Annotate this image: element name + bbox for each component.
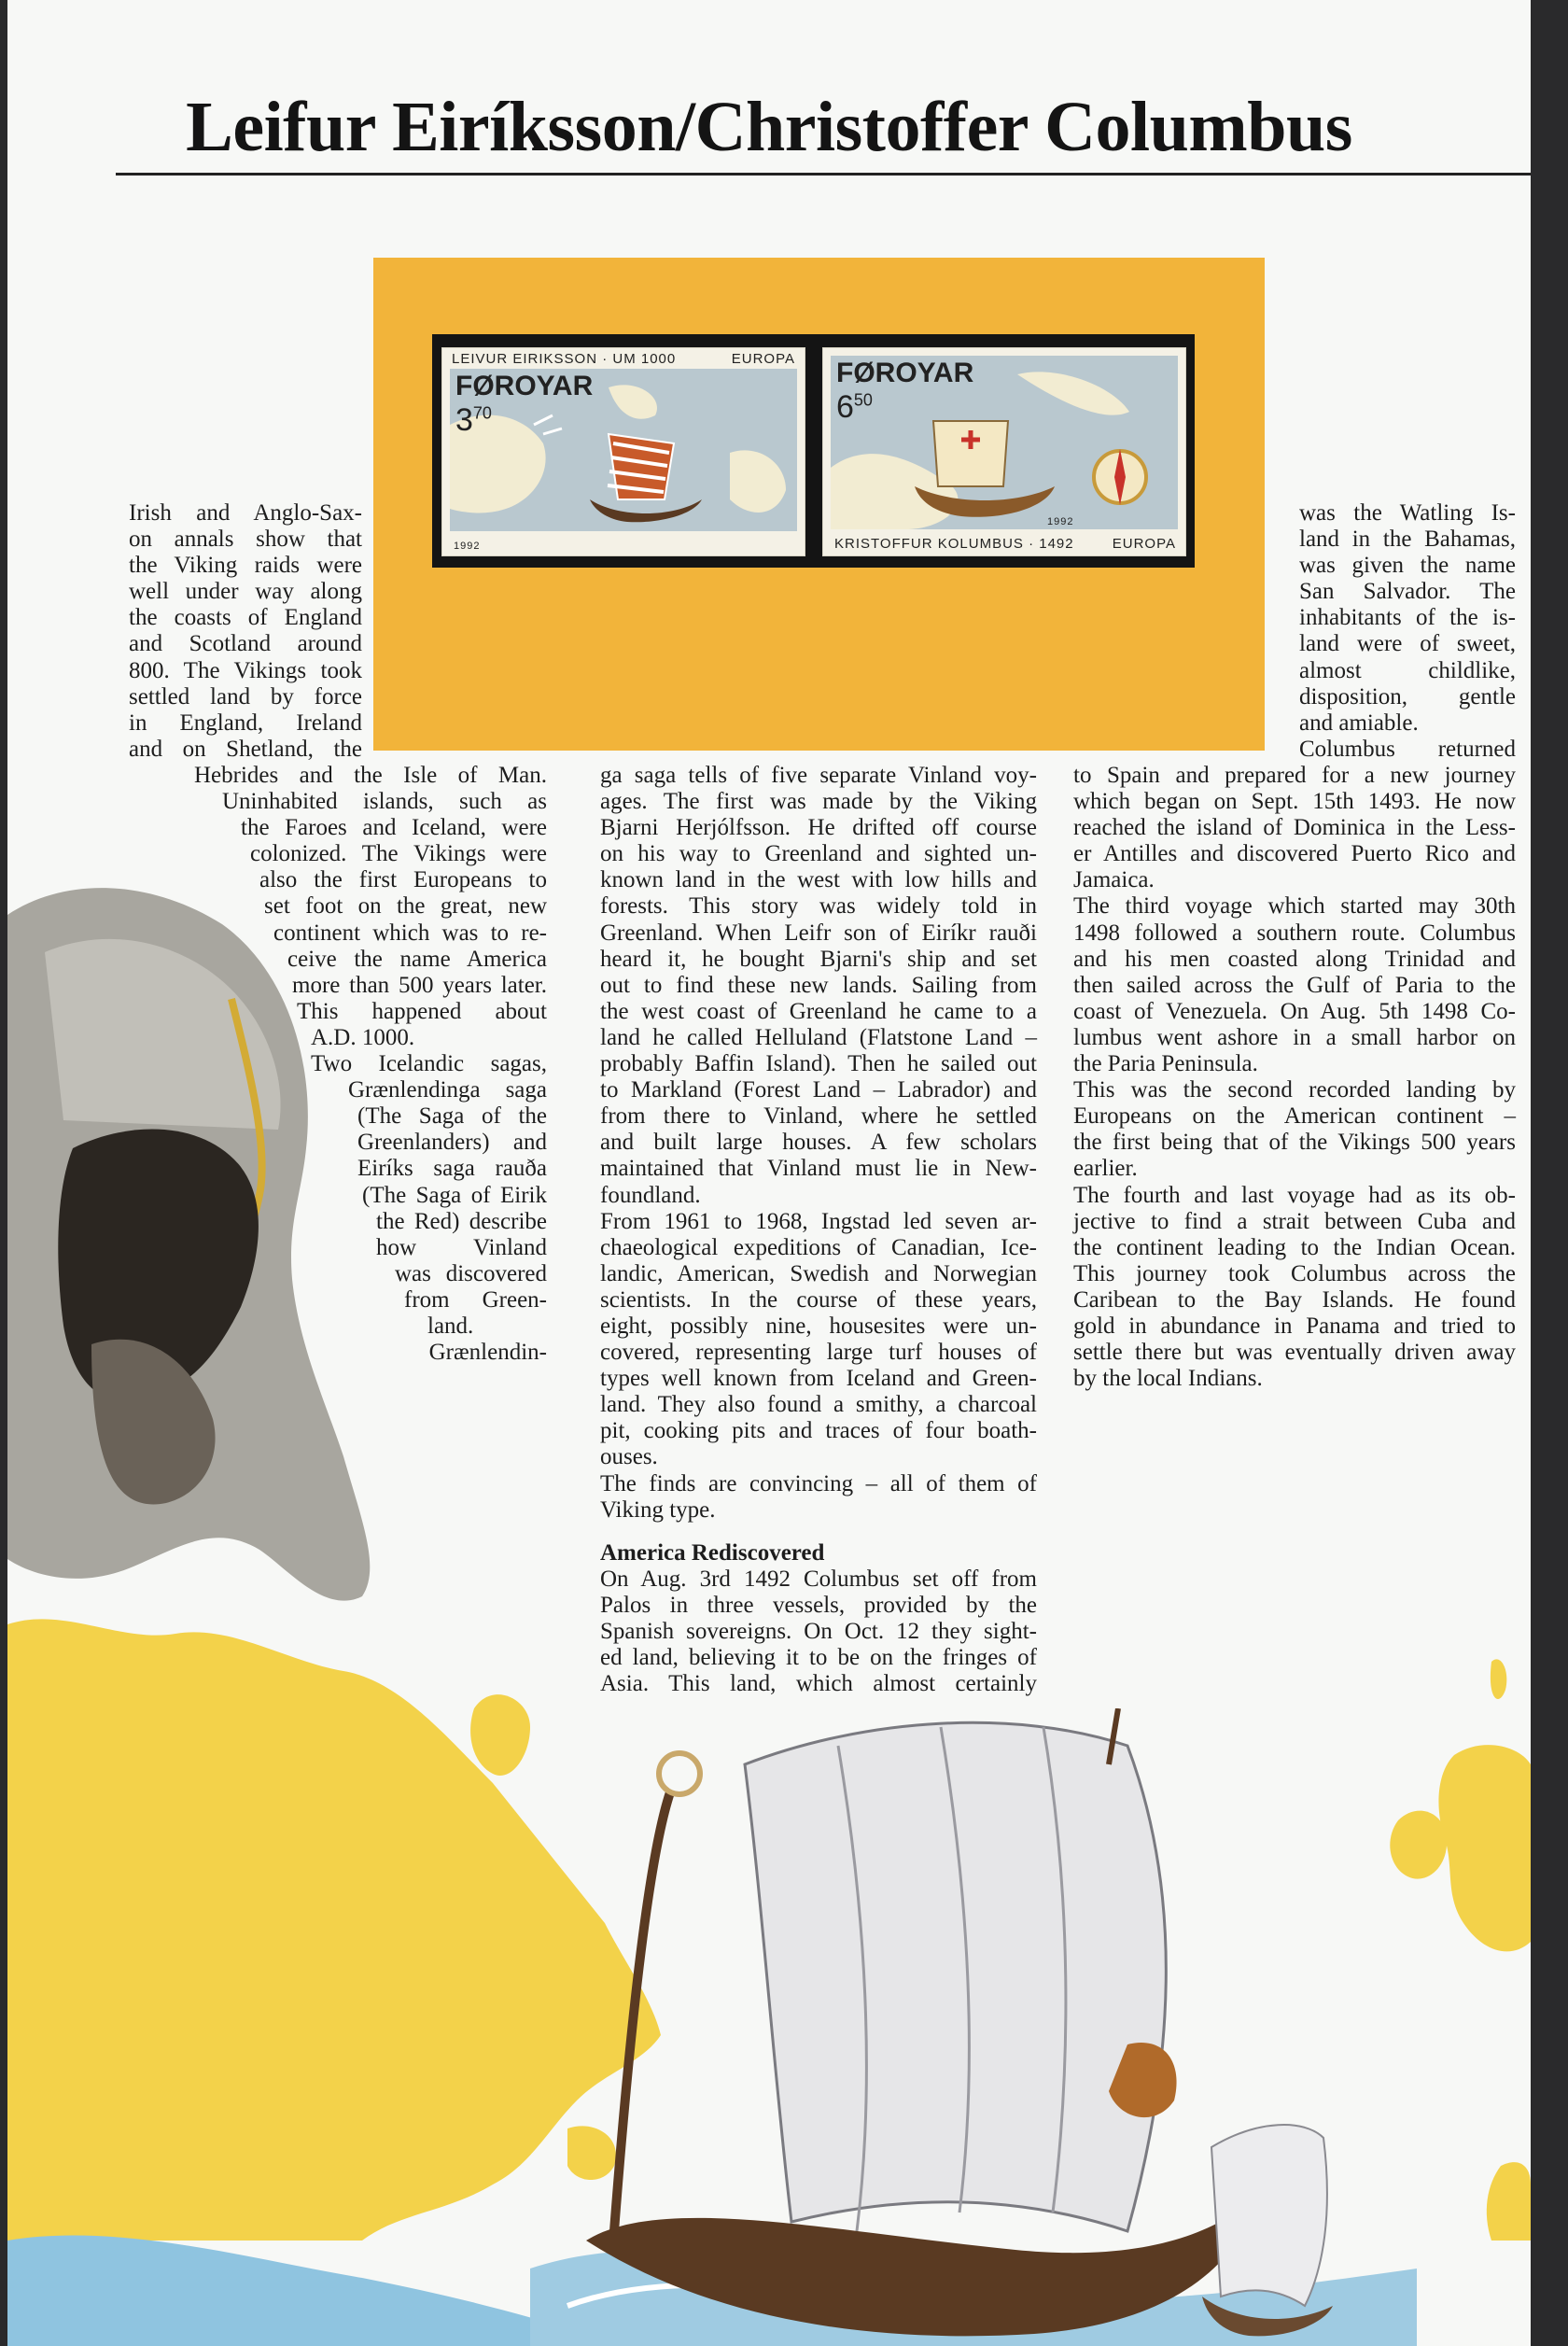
text-line: continent which was to re- — [273, 920, 547, 946]
island-shape — [470, 1694, 530, 1776]
text-line: eight, possibly nine, housesites were un- — [600, 1313, 1037, 1339]
text-line: the first being that of the Vikings 500 years — [1073, 1130, 1516, 1156]
text-line: Columbus returned — [1299, 736, 1516, 762]
text-line: the Viking raids were — [129, 553, 362, 579]
text-line: Eiríks saga rauða — [357, 1156, 547, 1182]
seagulls — [534, 415, 562, 434]
text-line: ouses. — [600, 1444, 658, 1470]
text-line: Asia. This land, which almost certainly — [600, 1671, 1037, 1697]
text-line: The fourth and last voyage had as its ob- — [1073, 1182, 1516, 1208]
text-line: and built large houses. A few scholars — [600, 1130, 1037, 1156]
text-line: Bjarni Herjólfsson. He drifted off course — [600, 815, 1037, 841]
stamp-caption: KRISTOFFUR KOLUMBUS · 1492 — [834, 536, 1074, 552]
text-line: the Faroes and Iceland, were — [241, 815, 547, 841]
text-line: out to find these new lands. Sailing from — [600, 972, 1037, 998]
text-line: reached the island of Dominica in the Less- — [1073, 815, 1516, 841]
page-title: Leifur Eiríksson/Christoffer Columbus — [186, 88, 1352, 166]
text-col2 — [600, 763, 1037, 1697]
text-line: On Aug. 3rd 1492 Columbus set off from — [600, 1566, 1037, 1592]
text-line: colonized. The Vikings were — [250, 841, 547, 867]
text-line: probably Baffin Island). Then he sailed out — [600, 1051, 1037, 1077]
text-line: (The Saga of Eirik — [362, 1182, 547, 1208]
text-line: known land in the west with low hills and — [600, 867, 1037, 893]
text-line: more than 500 years later. — [292, 972, 547, 998]
text-line: Uninhabited islands, such as — [222, 789, 547, 815]
text-line: the west coast of Greenland he came to a — [600, 998, 1037, 1024]
text-line: er Antilles and discovered Puerto Rico and — [1073, 841, 1516, 867]
album-page — [7, 0, 1531, 2346]
text-line: to Spain and prepared for a new journey — [1073, 763, 1516, 788]
text-line: Palos in three vessels, provided by the — [600, 1592, 1037, 1618]
stamp-year: 1992 — [454, 541, 481, 552]
denomination-main: 6 — [836, 389, 854, 425]
stamp-country: FØROYAR — [455, 371, 594, 401]
text-line: ed land, believing it to be on the fringes of — [600, 1645, 1037, 1671]
text-line: pit, cooking pits and traces of four boath- — [600, 1418, 1037, 1444]
text-line: Europeans on the American continent – — [1073, 1103, 1516, 1130]
text-line: land. — [427, 1313, 474, 1339]
text-line: disposition, gentle — [1299, 683, 1516, 709]
map-land — [1017, 372, 1129, 414]
stamp-denomination — [455, 402, 492, 439]
text-col1-right — [194, 763, 547, 1366]
text-line: earlier. — [1073, 1156, 1138, 1182]
text-line: land he called Helluland (Flatstone Land – — [600, 1024, 1037, 1050]
island-shape — [1491, 1659, 1506, 1699]
text-line: and on Shetland, the — [129, 736, 362, 762]
text-line: was discovered — [395, 1260, 547, 1286]
stamp-europa-label: EUROPA — [1112, 536, 1176, 552]
text-line: was the Watling Is- — [1299, 500, 1516, 526]
text-line: ages. The first was made by the Viking — [600, 789, 1037, 815]
title-rule — [116, 173, 1531, 176]
text-col3-top — [1299, 500, 1516, 763]
stamp-denomination — [836, 389, 873, 426]
text-line: and amiable. — [1299, 709, 1419, 736]
dragon-prow — [614, 1792, 670, 2231]
text-line: and Scotland around — [129, 631, 362, 657]
text-line: on annals show that — [129, 527, 362, 553]
text-line: 1498 followed a southern route. Columbus — [1073, 920, 1516, 946]
text-line: by the local Indians. — [1073, 1366, 1263, 1392]
text-line: The third voyage which started may 30th — [1073, 893, 1516, 920]
text-line: the Red) describe — [376, 1208, 547, 1234]
text-line: This was the second recorded landing by — [1073, 1077, 1516, 1103]
viking-ships-illustration — [530, 1708, 1417, 2346]
text-line: chaeological expeditions of Canadian, Ice- — [600, 1234, 1037, 1260]
text-line: the continent leading to the Indian Ocean. — [1073, 1234, 1516, 1260]
text-line: From 1961 to 1968, Ingstad led seven ar- — [600, 1208, 1037, 1234]
text-line: also the first Europeans to — [259, 867, 547, 893]
text-line: This happened about — [297, 998, 547, 1024]
section-heading: America Rediscovered — [600, 1539, 825, 1566]
text-line: land were of sweet, — [1299, 631, 1516, 657]
text-line: landic, American, Swedish and Norwegian — [600, 1260, 1037, 1286]
stamp-year: 1992 — [1047, 516, 1074, 527]
text-line: on his way to Greenland and sighted un- — [600, 841, 1037, 867]
text-line: heard it, he bought Bjarni's ship and set — [600, 946, 1037, 972]
text-line: the Paria Peninsula. — [1073, 1051, 1258, 1077]
text-line: Viking type. — [600, 1496, 716, 1523]
text-line: was given the name — [1299, 553, 1516, 579]
text-line: ga saga tells of five separate Vinland voy- — [600, 763, 1037, 788]
text-line: lumbus went ashore in a small harbor on — [1073, 1024, 1516, 1050]
text-line: types well known from Iceland and Green- — [600, 1366, 1037, 1392]
text-line: Grænlendinga saga — [348, 1077, 547, 1103]
text-line: foundland. — [600, 1182, 701, 1208]
text-line: set foot on the great, new — [264, 893, 547, 920]
prow-scroll — [659, 1753, 700, 1794]
text-line: from there to Vinland, where he settled — [600, 1103, 1037, 1130]
text-line: Jamaica. — [1073, 867, 1155, 893]
text-line: in England, Ireland — [129, 709, 362, 736]
text-line: Spanish sovereigns. On Oct. 12 they sight- — [600, 1619, 1037, 1644]
text-line: almost childlike, — [1299, 657, 1516, 683]
text-line: gold in abundance in Panama and tried to — [1073, 1313, 1516, 1339]
text-col1-top — [129, 500, 362, 763]
stamp-caption: LEIVUR EIRIKSSON · UM 1000 — [452, 351, 677, 367]
iceland-shape — [609, 385, 657, 418]
text-line: San Salvador. The — [1299, 579, 1516, 605]
text-line: Irish and Anglo-Sax- — [129, 500, 362, 526]
text-line: jective to find a strait between Cuba and — [1073, 1208, 1516, 1234]
text-line: The finds are convincing – all of them of — [600, 1470, 1037, 1496]
denomination-sup: 50 — [853, 390, 873, 410]
text-line: Two Icelandic sagas, — [311, 1051, 547, 1077]
stamp-kristoffur-kolumbus[interactable] — [822, 347, 1186, 556]
text-line: covered, representing large turf houses of — [600, 1340, 1037, 1366]
text-line: Greenlanders) and — [357, 1130, 547, 1156]
landmass-shape — [1487, 2162, 1531, 2241]
british-isles-shape — [1438, 1745, 1531, 1951]
stamp-country: FØROYAR — [836, 358, 974, 388]
text-line: settled land by force — [129, 683, 362, 709]
text-line: to Markland (Forest Land – Labrador) and — [600, 1077, 1037, 1103]
text-line: 800. The Vikings took — [129, 657, 362, 683]
text-line: from Green- — [404, 1286, 547, 1313]
text-line: Grænlendin- — [428, 1340, 547, 1366]
text-line: A.D. 1000. — [311, 1024, 415, 1050]
text-line: well under way along — [129, 579, 362, 605]
text-line: Caribean to the Bay Islands. He found — [1073, 1286, 1516, 1313]
text-line: This journey took Columbus across the — [1073, 1260, 1516, 1286]
text-col3 — [1073, 763, 1516, 1392]
text-line: forests. This story was widely told in — [600, 893, 1037, 920]
denomination-main: 3 — [455, 402, 473, 438]
text-line: which began on Sept. 15th 1493. He now — [1073, 789, 1516, 815]
text-line: (The Saga of the — [357, 1103, 547, 1130]
text-line: and his men coasted along Trinidad and — [1073, 946, 1516, 972]
viking-ship — [590, 499, 702, 522]
text-line: Greenland. When Leifr son of Eiríkr rauði — [600, 920, 1037, 946]
text-line: ceive the name America — [287, 946, 547, 972]
text-line: land in the Bahamas, — [1299, 527, 1516, 553]
denomination-sup: 70 — [472, 403, 492, 423]
british-isles-shape — [730, 450, 786, 513]
text-line: then sailed across the Gulf of Paria to the — [1073, 972, 1516, 998]
large-sail — [745, 1722, 1166, 2231]
stamp-europa-label: EUROPA — [731, 351, 795, 367]
text-line: settle there but was eventually driven away — [1073, 1340, 1516, 1366]
text-line: coast of Venezuela. On Aug. 5th 1498 Co- — [1073, 998, 1516, 1024]
text-line: Hebrides and the Isle of Man. — [194, 763, 547, 788]
text-line: maintained that Vinland must lie in New- — [600, 1156, 1037, 1182]
small-sail — [1211, 2125, 1327, 2306]
text-line: how Vinland — [376, 1234, 547, 1260]
stamp-leivur-eiriksson[interactable] — [441, 347, 805, 556]
text-line: land. They also found a smithy, a charcoal — [600, 1392, 1037, 1418]
text-line: inhabitants of the is- — [1299, 605, 1516, 631]
text-line: the coasts of England — [129, 605, 362, 631]
text-line: scientists. In the course of these years, — [600, 1286, 1037, 1313]
